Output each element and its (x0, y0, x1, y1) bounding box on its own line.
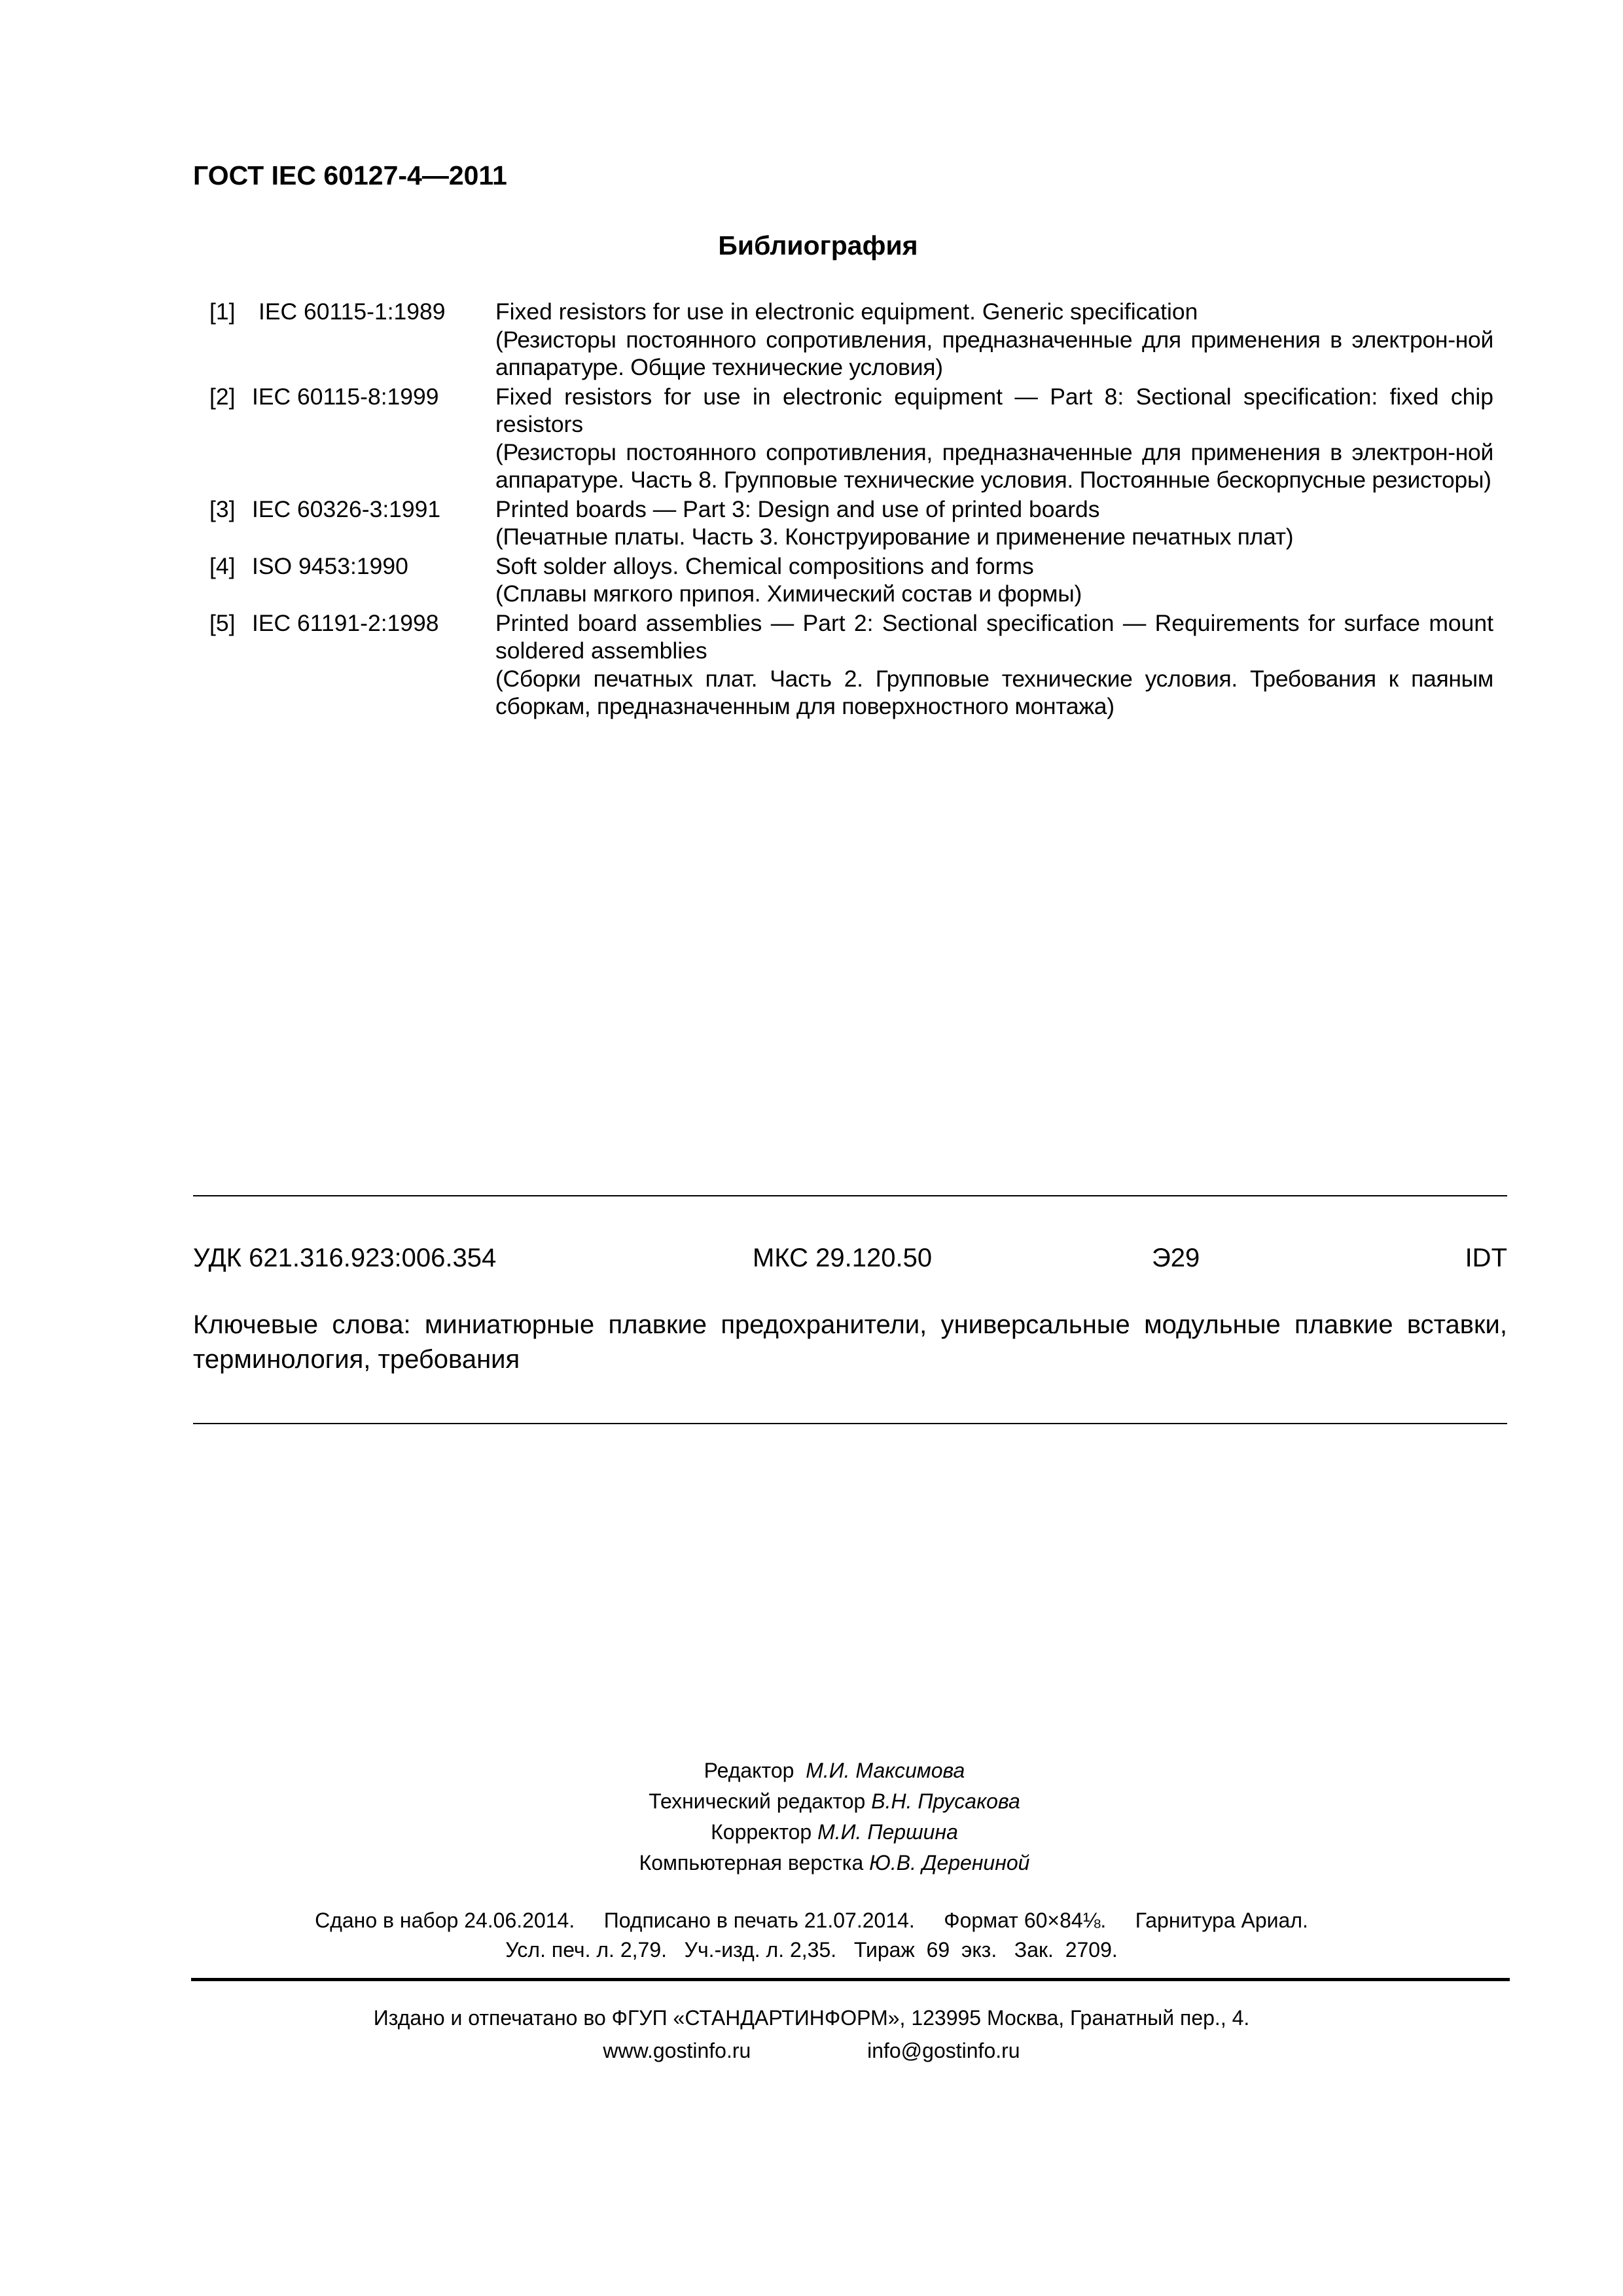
reference-number: [2] (209, 383, 236, 410)
reference-code: IEC 60115-1:1989 (259, 298, 446, 325)
print-info (0, 1906, 1623, 1965)
mks-code: МКС 29.120.50 (753, 1244, 933, 1272)
reference-body (495, 298, 1493, 382)
divider-thick (191, 1978, 1510, 1981)
reference-body (495, 495, 1493, 551)
reference-number: [1] (209, 298, 236, 325)
print-info-line-1: Сдано в набор 24.06.2014. Подписано в печать 21.07.2014. Формат 60×84⅛. Гарнитура Ариал. (315, 1909, 1308, 1932)
reference-title-ru: (Резисторы постоянного сопротивления, предназначенные для применения в электрон-ной аппаратуре. Общие технические условия) (495, 326, 1493, 380)
credit-corrector (0, 1817, 1623, 1848)
credit-person: В.Н. Прусакова (871, 1789, 1020, 1813)
reference-title-en: Printed board assemblies — Part 2: Sectional specification — Requirements for surface mount soldered assemblies (495, 609, 1493, 664)
reference-title-ru: (Сплавы мягкого припоя. Химический состав и формы) (495, 581, 1082, 607)
idt-label: IDT (1465, 1244, 1507, 1272)
reference-number: [4] (209, 552, 236, 579)
credit-tech-editor (0, 1786, 1623, 1817)
credit-role: Технический редактор (649, 1789, 866, 1813)
reference-title-en: Fixed resistors for use in electronic equipment. Generic specification (495, 298, 1198, 325)
bibliography-item (0, 552, 1623, 608)
credit-editor (0, 1755, 1623, 1786)
credits-block (0, 1755, 1623, 1878)
reference-number: [3] (209, 495, 236, 522)
reference-title-ru: (Печатные платы. Часть 3. Конструирование и применение печатных плат) (495, 524, 1294, 550)
publisher-contacts (0, 2034, 1623, 2067)
reference-code: IEC 61191-2:1998 (252, 609, 439, 636)
website-link[interactable]: www.gostinfo.ru (603, 2039, 751, 2062)
divider-bottom (193, 1423, 1507, 1424)
email-link[interactable]: info@gostinfo.ru (867, 2039, 1020, 2062)
bibliography-list (0, 298, 1623, 722)
reference-body (495, 552, 1493, 608)
credit-person: М.И. Першина (817, 1820, 958, 1844)
credit-layout (0, 1848, 1623, 1878)
credit-role: Редактор (704, 1759, 794, 1782)
reference-title-en: Fixed resistors for use in electronic equipment — Part 8: Sectional specification: fixed chip resistors (495, 383, 1493, 437)
divider-top (193, 1195, 1507, 1196)
reference-title-en: Soft solder alloys. Chemical compositions and forms (495, 552, 1034, 579)
reference-title-en: Printed boards — Part 3: Design and use of printed boards (495, 495, 1100, 522)
reference-title-ru: (Резисторы постоянного сопротивления, предназначенные для применения в электрон-ной аппаратуре. Часть 8. Групповые технические условия. Постоянные бескорпусные резисторы) (495, 439, 1493, 493)
bibliography-title: Библиография (718, 230, 918, 260)
print-info-line-2: Усл. печ. л. 2,79. Уч.-изд. л. 2,35. Тираж 69 экз. Зак. 2709. (505, 1938, 1118, 1962)
document-code-header: ГОСТ IEC 60127-4—2011 (193, 160, 507, 190)
publisher-block (0, 2001, 1623, 2067)
bibliography-item (0, 495, 1623, 551)
credit-person: Ю.В. Дерениной (869, 1851, 1030, 1874)
reference-number: [5] (209, 609, 236, 636)
credit-role: Корректор (711, 1820, 812, 1844)
udk-code: УДК 621.316.923:006.354 (193, 1244, 497, 1272)
okp-code: Э29 (1152, 1244, 1200, 1272)
reference-title-ru: (Сборки печатных плат. Часть 2. Групповые технические условия. Требования к паяным сборкам, предназначенным для поверхностного монтажа) (495, 665, 1493, 719)
reference-code: IEC 60326-3:1991 (252, 495, 441, 522)
reference-code: ISO 9453:1990 (252, 552, 408, 579)
publisher-address: Издано и отпечатано во ФГУП «СТАНДАРТИНФОРМ», 123995 Москва, Гранатный пер., 4. (373, 2006, 1250, 2030)
reference-body (495, 383, 1493, 494)
classification-row (193, 1244, 1507, 1276)
reference-body (495, 609, 1493, 721)
bibliography-item (0, 609, 1623, 721)
keywords-text: Ключевые слова: миниатюрные плавкие предохранители, универсальные модульные плавкие вставки, терминология, требования (193, 1310, 1507, 1374)
credit-person: М.И. Максимова (806, 1759, 965, 1782)
bibliography-item (0, 383, 1623, 494)
bibliography-item (0, 298, 1623, 382)
reference-code: IEC 60115-8:1999 (252, 383, 439, 410)
credit-role: Компьютерная верстка (639, 1851, 864, 1874)
